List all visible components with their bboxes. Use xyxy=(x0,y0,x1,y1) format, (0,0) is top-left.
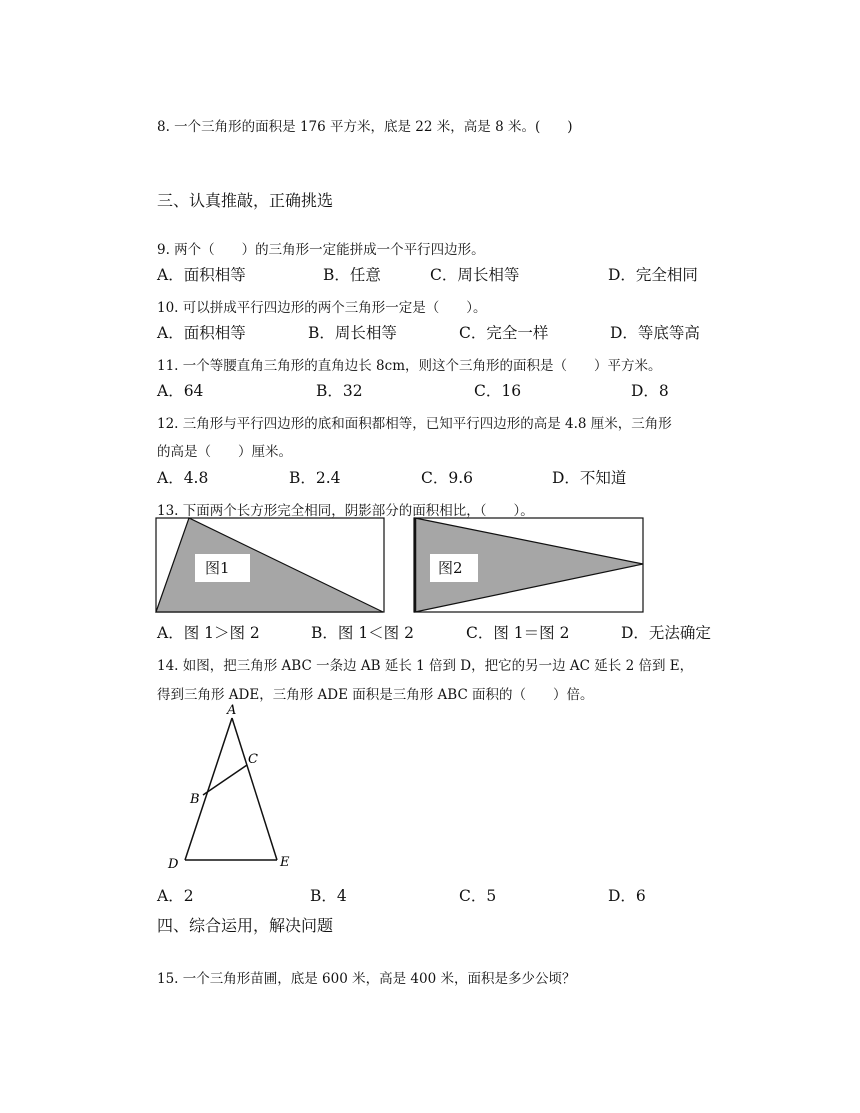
figure-1-label: 图1 xyxy=(195,554,250,582)
q14-option-c: C．5 xyxy=(459,887,497,905)
q14-option-b: B．4 xyxy=(310,887,347,905)
figure-2-label: 图2 xyxy=(430,554,478,582)
q10-option-b: B．周长相等 xyxy=(308,324,397,342)
q11-option-c: C．16 xyxy=(474,382,522,400)
point-d-label: D xyxy=(168,857,179,872)
q9-option-c: C．周长相等 xyxy=(430,266,520,284)
question-14-line-1: 14. 如图，把三角形 ABC 一条边 AB 延长 1 倍到 D，把它的另一边 AC 延长 2 倍到 E， xyxy=(157,658,694,674)
question-9: 9. 两个（ ）的三角形一定能拼成一个平行四边形。 xyxy=(157,242,485,258)
point-e-label: E xyxy=(280,855,290,870)
figure-1-drawing xyxy=(155,517,385,613)
section-3-heading: 三、认真推敲，正确挑选 xyxy=(157,191,334,210)
segment-ad xyxy=(185,718,232,860)
question-14-line-2: 得到三角形 ADE，三角形 ADE 面积是三角形 ABC 面积的（ ）倍。 xyxy=(157,687,594,703)
q10-option-a: A．面积相等 xyxy=(157,324,246,342)
q11-option-b: B．32 xyxy=(316,382,363,400)
q13-option-b: B．图 1＜图 2 xyxy=(311,624,414,642)
q13-option-d: D．无法确定 xyxy=(621,624,711,642)
question-13: 13. 下面两个长方形完全相同，阴影部分的面积相比，（ ）。 xyxy=(157,503,534,519)
q10-option-d: D．等底等高 xyxy=(610,324,700,342)
point-c-label: C xyxy=(248,752,258,767)
q14-option-d: D．6 xyxy=(608,887,646,905)
question-11: 11. 一个等腰直角三角形的直角边长 8cm，则这个三角形的面积是（ ）平方米。 xyxy=(157,358,662,374)
question-10: 10. 可以拼成平行四边形的两个三角形一定是（ ）。 xyxy=(157,300,487,316)
q13-option-c: C．图 1＝图 2 xyxy=(466,624,570,642)
q12-option-c: C．9.6 xyxy=(421,469,474,487)
question-12-line-1: 12. 三角形与平行四边形的底和面积都相等，已知平行四边形的高是 4.8 厘米，三角形 xyxy=(157,416,672,432)
q12-option-b: B．2.4 xyxy=(289,469,341,487)
figure-2 xyxy=(413,517,644,613)
q9-option-b: B．任意 xyxy=(323,266,381,284)
question-8: 8. 一个三角形的面积是 176 平方米，底是 22 米，高是 8 米。( ) xyxy=(157,119,573,135)
question-15: 15. 一个三角形苗圃，底是 600 米，高是 400 米，面积是多少公顷？ xyxy=(157,971,576,987)
point-b-label: B xyxy=(190,792,200,807)
q12-option-d: D．不知道 xyxy=(552,469,627,487)
segment-ae xyxy=(232,718,277,860)
figure-1 xyxy=(155,517,385,613)
triangle-figure-drawing xyxy=(160,700,310,875)
q11-option-a: A．64 xyxy=(157,382,204,400)
q9-option-d: D．完全相同 xyxy=(608,266,698,284)
q10-option-c: C．完全一样 xyxy=(459,324,549,342)
q11-option-d: D．8 xyxy=(631,382,669,400)
q9-option-a: A．面积相等 xyxy=(157,266,246,284)
triangle-figure xyxy=(160,700,310,875)
point-a-label: A xyxy=(227,703,237,718)
q14-option-a: A．2 xyxy=(157,887,194,905)
q13-option-a: A．图 1＞图 2 xyxy=(157,624,260,642)
figure-1-shaded-triangle xyxy=(156,518,383,612)
q12-option-a: A．4.8 xyxy=(157,469,209,487)
section-4-heading: 四、综合运用，解决问题 xyxy=(157,916,334,935)
question-12-line-2: 的高是（ ）厘米。 xyxy=(157,444,292,460)
segment-bc xyxy=(203,765,247,795)
